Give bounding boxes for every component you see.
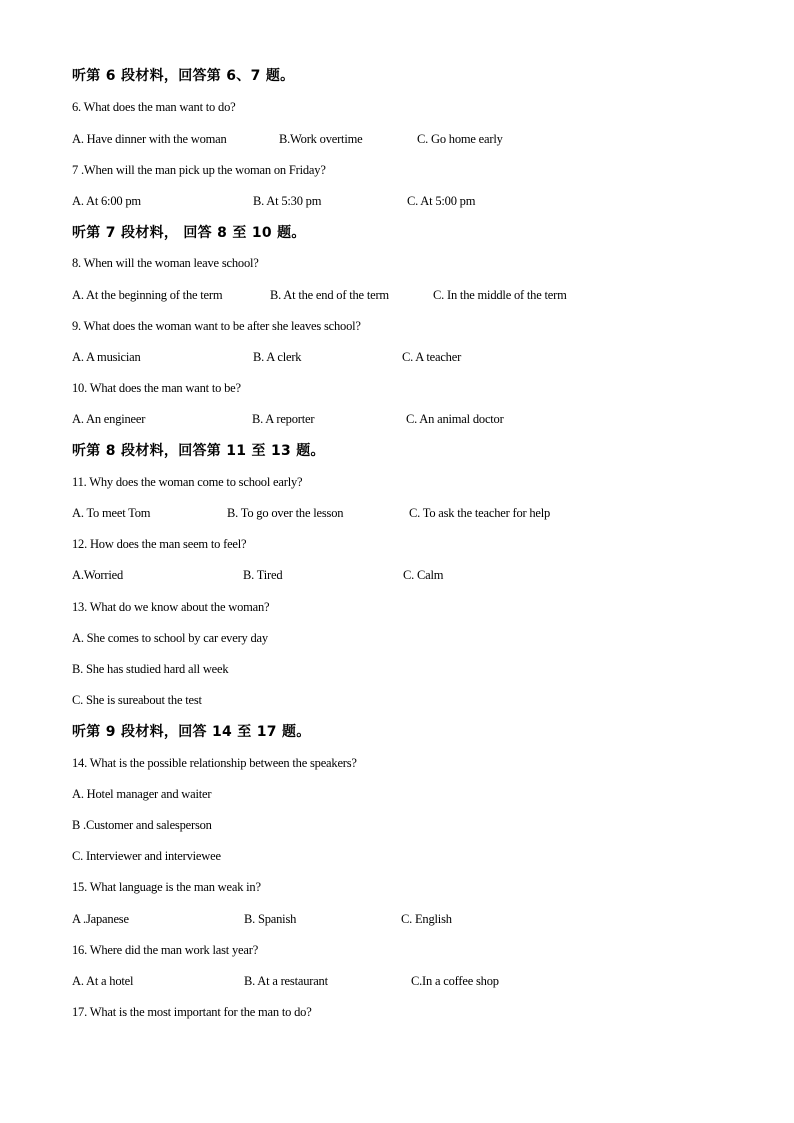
option-b: B. At the end of the term [270,288,389,302]
option-b: B .Customer and salesperson [72,818,212,832]
question: 7 .When will the man pick up the woman on Friday? [72,163,326,177]
option-a: A. Have dinner with the woman [72,132,227,146]
question: 15. What language is the man weak in? [72,880,261,894]
section-heading: 听第 9 段材料，回答 14 至 17 题。 [72,724,311,740]
option-a: A. A musician [72,350,141,364]
option-c: C. She is sureabout the test [72,693,202,707]
option-c: C. A teacher [402,350,462,364]
option-a: A .Japanese [72,912,129,926]
option-c: C. An animal doctor [406,412,504,426]
option-b: B.Work overtime [279,132,363,146]
option-b: B. At a restaurant [244,974,328,988]
option-a: A. At a hotel [72,974,134,988]
option-b: B. Tired [243,568,283,582]
option-b: B. A clerk [253,350,302,364]
question: 14. What is the possible relationship between the speakers? [72,756,357,770]
option-c: C.In a coffee shop [411,974,499,988]
question: 13. What do we know about the woman? [72,600,270,614]
option-b: B. A reporter [252,412,315,426]
option-a: A. Hotel manager and waiter [72,787,212,801]
option-c: C. In the middle of the term [433,288,567,302]
question: 6. What does the man want to do? [72,100,236,114]
option-a: A. At the beginning of the term [72,288,223,302]
question: 8. When will the woman leave school? [72,256,259,270]
option-a: A.Worried [72,568,123,582]
question: 16. Where did the man work last year? [72,943,259,957]
section-heading: 听第 6 段材料，回答第 6、7 题。 [72,68,295,84]
section-heading: 听第 8 段材料，回答第 11 至 13 题。 [72,443,325,459]
option-a: A. An engineer [72,412,146,426]
option-c: C. Go home early [417,132,503,146]
option-c: C. Calm [403,568,444,582]
option-c: C. To ask the teacher for help [409,506,551,520]
question: 9. What does the woman want to be after she leaves school? [72,319,361,333]
question: 11. Why does the woman come to school early? [72,475,303,489]
option-c: C. English [401,912,452,926]
option-b: B. To go over the lesson [227,506,344,520]
option-c: C. At 5:00 pm [407,194,476,208]
question: 17. What is the most important for the man to do? [72,1005,312,1019]
option-a: A. To meet Tom [72,506,151,520]
section-heading: 听第 7 段材料， 回答 8 至 10 题。 [72,225,306,241]
option-b: B. Spanish [244,912,297,926]
question: 10. What does the man want to be? [72,381,241,395]
option-a: A. At 6:00 pm [72,194,141,208]
question: 12. How does the man seem to feel? [72,537,247,551]
option-b: B. At 5:30 pm [253,194,322,208]
option-a: A. She comes to school by car every day [72,631,268,645]
option-b: B. She has studied hard all week [72,662,229,676]
option-c: C. Interviewer and interviewee [72,849,221,863]
